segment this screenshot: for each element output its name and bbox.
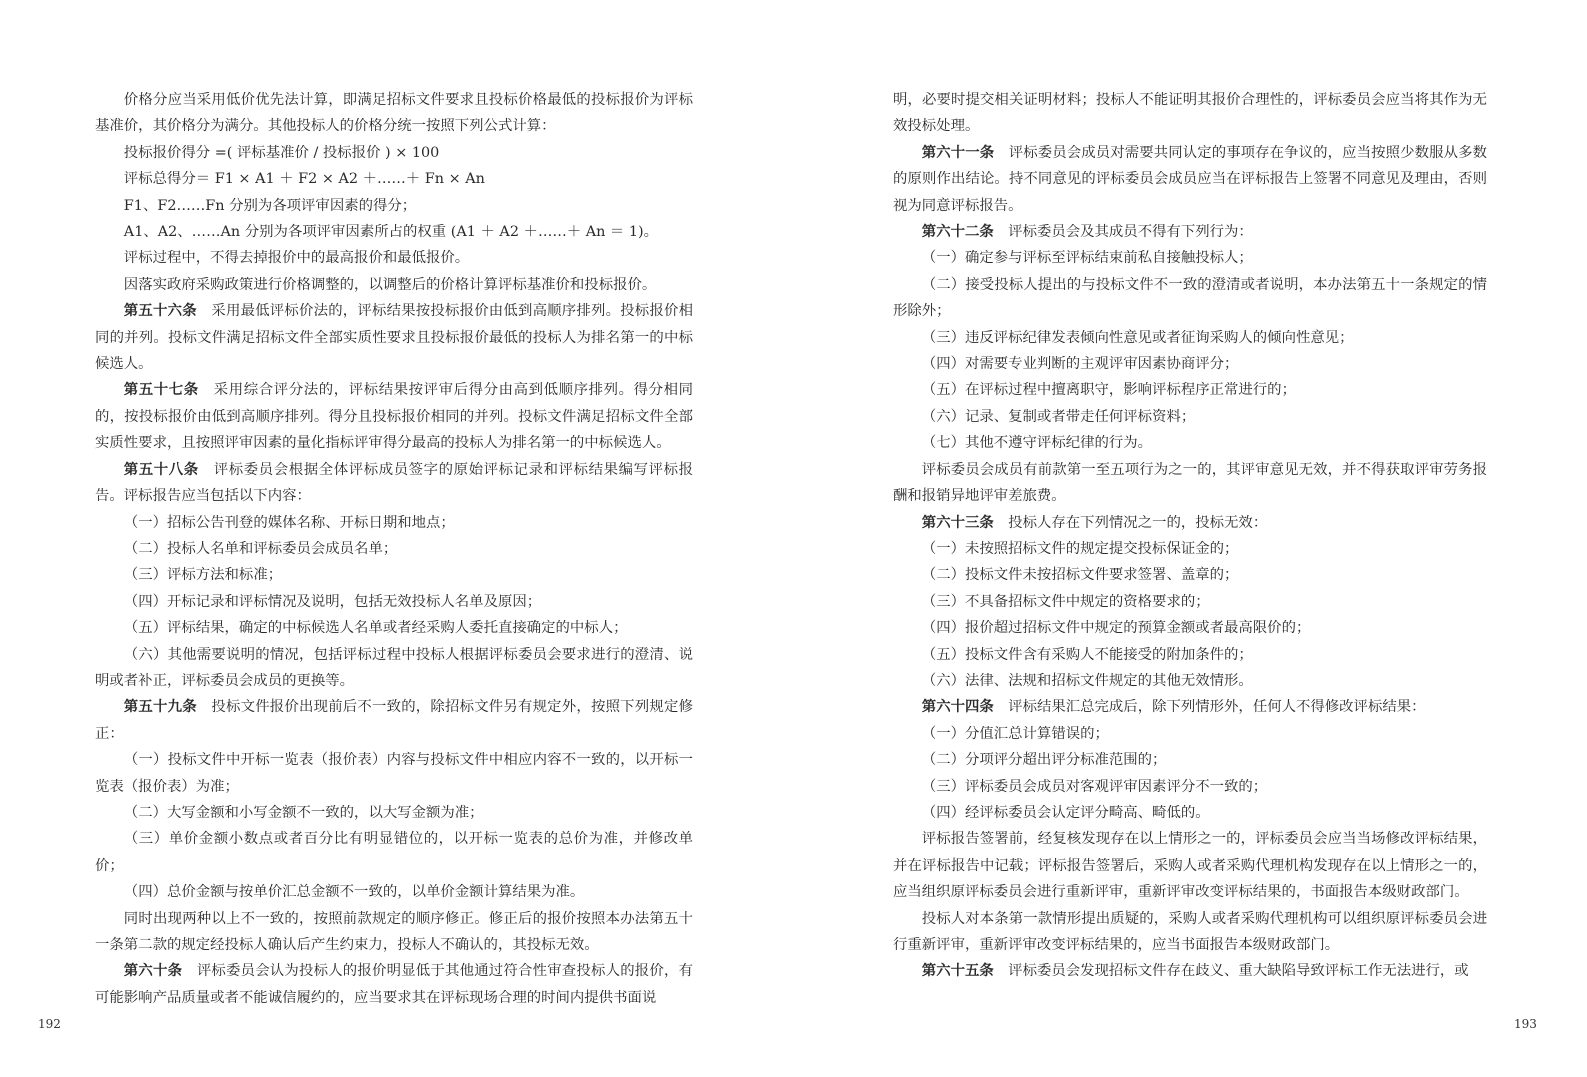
- paragraph-text: 投标报价得分 =( 评标基准价 / 投标报价 ) × 100: [123, 144, 440, 161]
- left-page-text: [95, 87, 693, 1011]
- paragraph-text: （三）违反评标纪律发表倾向性意见或者征询采购人的倾向性意见；: [921, 329, 1354, 346]
- paragraph: [95, 166, 693, 192]
- article-paragraph: [95, 298, 693, 377]
- right-page-text: [893, 87, 1487, 985]
- paragraph: [893, 87, 1487, 140]
- paragraph-text: （四）对需要专业判断的主观评审因素协商评分；: [921, 356, 1239, 373]
- paragraph: [893, 747, 1487, 773]
- paragraph: [95, 510, 693, 536]
- paragraph-text: 因落实政府采购政策进行价格调整的，以调整后的价格计算评标基准价和投标报价。: [123, 276, 657, 293]
- paragraph: [893, 721, 1487, 747]
- paragraph-text: （四）经评标委员会认定评分畸高、畸低的。: [921, 804, 1210, 821]
- paragraph-text: （二）投标文件未按招标文件要求签署、盖章的；: [921, 567, 1239, 584]
- paragraph: [95, 245, 693, 271]
- paragraph-text: （一）招标公告刊登的媒体名称、开标日期和地点；: [123, 514, 455, 531]
- article-paragraph: [893, 510, 1487, 536]
- paragraph: [893, 377, 1487, 403]
- paragraph-text: （二）投标人名单和评标委员会成员名单；: [123, 540, 398, 557]
- article-paragraph: [893, 694, 1487, 720]
- paragraph-text: （六）法律、法规和招标文件规定的其他无效情形。: [921, 672, 1253, 689]
- paragraph: [893, 536, 1487, 562]
- article-number: 第五十七条: [123, 381, 199, 399]
- paragraph-text: （一）分值汇总计算错误的；: [921, 725, 1109, 742]
- article-number: 第六十一条: [921, 143, 995, 161]
- paragraph: [95, 615, 693, 641]
- paragraph-text: （六）记录、复制或者带走任何评标资料；: [921, 408, 1196, 425]
- article-paragraph: [95, 958, 693, 1011]
- article-number: 第五十九条: [123, 698, 197, 716]
- paragraph: [893, 245, 1487, 271]
- article-paragraph: [893, 219, 1487, 245]
- paragraph: [95, 800, 693, 826]
- paragraph: [893, 774, 1487, 800]
- paragraph-text: （二）分项评分超出评分标准范围的；: [921, 752, 1167, 769]
- paragraph: [95, 562, 693, 588]
- article-number: 第六十条: [123, 962, 183, 980]
- article-paragraph: [893, 958, 1487, 984]
- paragraph-text: 评标委员会成员对需要共同认定的事项存在争议的，应当按照少数服从多数的原则作出结论。持不同意见的评标委员会成员应当在评标报告上签署不同意见及理由，否则视为同意评标报告。: [893, 144, 1487, 214]
- paragraph-text: （二）接受投标人提出的与投标文件不一致的澄清或者说明，本办法第五十一条规定的情形除外；: [893, 276, 1487, 320]
- paragraph: [95, 536, 693, 562]
- paragraph-text: 投标文件报价出现前后不一致的，除招标文件另有规定外，按照下列规定修正：: [95, 699, 693, 742]
- paragraph: [95, 906, 693, 959]
- article-paragraph: [95, 694, 693, 747]
- paragraph-text: （五）在评标过程中擅离职守，影响评标程序正常进行的；: [921, 382, 1296, 399]
- paragraph-text: 评标报告签署前，经复核发现存在以上情形之一的，评标委员会应当当场修改评标结果，并在评标报告中记载；评标报告签署后，采购人或者采购代理机构发现存在以上情形之一的，应当组织原评标委员会进行重新评审，重新评审改变评标结果的，书面报告本级财政部门。: [893, 831, 1487, 901]
- paragraph-text: 评标总得分＝ F1 × A1 ＋ F2 × A2 ＋……＋ Fn × An: [123, 171, 485, 188]
- paragraph: [95, 879, 693, 905]
- paragraph-text: （五）评标结果，确定的中标候选人名单或者经采购人委托直接确定的中标人；: [123, 620, 628, 637]
- paragraph: [95, 219, 693, 245]
- paragraph: [95, 87, 693, 140]
- page-number-right: 193: [1514, 1017, 1537, 1031]
- paragraph: [95, 589, 693, 615]
- paragraph-text: （二）大写金额和小写金额不一致的，以大写金额为准；: [123, 804, 484, 821]
- paragraph: [893, 615, 1487, 641]
- paragraph-text: （三）评标方法和标准；: [123, 567, 283, 584]
- paragraph-text: 评标委员会根据全体评标成员签字的原始评标记录和评标结果编写评标报告。评标报告应当包括以下内容：: [95, 461, 693, 505]
- paragraph: [893, 404, 1487, 430]
- paragraph-text: （四）报价超过招标文件中规定的预算金额或者最高限价的；: [921, 620, 1311, 637]
- paragraph: [893, 325, 1487, 351]
- paragraph-text: （四）开标记录和评标情况及说明，包括无效投标人名单及原因；: [123, 593, 542, 610]
- paragraph-text: （五）投标文件含有采购人不能接受的附加条件的；: [921, 646, 1253, 663]
- paragraph: [893, 589, 1487, 615]
- paragraph-text: （三）不具备招标文件中规定的资格要求的；: [921, 593, 1210, 610]
- paragraph: [893, 562, 1487, 588]
- paragraph: [95, 140, 693, 166]
- paragraph-text: 评标委员会及其成员不得有下列行为：: [1008, 224, 1253, 241]
- paragraph-text: 投标人存在下列情况之一的，投标无效：: [1008, 514, 1268, 531]
- article-paragraph: [95, 377, 693, 456]
- right-page: [794, 0, 1587, 1077]
- article-number: 第六十四条: [921, 698, 994, 716]
- paragraph: [95, 747, 693, 800]
- paragraph-text: 评标结果汇总完成后，除下列情形外，任何人不得修改评标结果：: [1008, 699, 1426, 716]
- paragraph: [893, 642, 1487, 668]
- paragraph-text: 采用综合评分法的，评标结果按评审后得分由高到低顺序排列。得分相同的，按投标报价由低到高顺序排列。得分且投标报价相同的并列。投标文件满足招标文件全部实质性要求，且按照评审因素的量化指标评审得分最高的投标人为排名第一的中标候选人。: [95, 382, 693, 452]
- page-number-left: 192: [38, 1017, 61, 1031]
- paragraph-text: 评标过程中，不得去掉报价中的最高报价和最低报价。: [123, 250, 470, 267]
- paragraph-text: 采用最低评标价法的，评标结果按投标报价由低到高顺序排列。投标报价相同的并列。投标文件满足招标文件全部实质性要求且投标报价最低的投标人为排名第一的中标候选人。: [95, 303, 693, 373]
- paragraph: [893, 351, 1487, 377]
- paragraph-text: A1、A2、……An 分别为各项评审因素所占的权重 (A1 ＋ A2 ＋……＋ An ＝ 1)。: [123, 224, 659, 241]
- paragraph: [893, 800, 1487, 826]
- left-page: [0, 0, 793, 1077]
- paragraph-text: （一）确定参与评标至评标结束前私自接触投标人；: [921, 250, 1253, 267]
- paragraph: [893, 272, 1487, 325]
- paragraph-text: 明，必要时提交相关证明材料；投标人不能证明其报价合理性的，评标委员会应当将其作为无效投标处理。: [893, 92, 1487, 135]
- paragraph-text: 评标委员会成员有前款第一至五项行为之一的，其评审意见无效，并不得获取评审劳务报酬和报销异地评审差旅费。: [893, 461, 1487, 505]
- article-number: 第六十三条: [921, 513, 994, 531]
- paragraph-text: 评标委员会认为投标人的报价明显低于其他通过符合性审查投标人的报价，有可能影响产品质量或者不能诚信履约的，应当要求其在评标现场合理的时间内提供书面说: [95, 963, 693, 1006]
- paragraph-text: 价格分应当采用低价优先法计算，即满足招标文件要求且投标价格最低的投标报价为评标基准价，其价格分为满分。其他投标人的价格分统一按照下列公式计算：: [95, 92, 693, 135]
- paragraph: [95, 826, 693, 879]
- article-number: 第六十五条: [921, 962, 994, 980]
- paragraph-text: （四）总价金额与按单价汇总金额不一致的，以单价金额计算结果为准。: [123, 884, 585, 901]
- paragraph: [893, 668, 1487, 694]
- paragraph-text: （一）未按照招标文件的规定提交投标保证金的；: [921, 540, 1239, 557]
- article-number: 第五十八条: [123, 460, 199, 478]
- paragraph-text: （三）评标委员会成员对客观评审因素评分不一致的；: [921, 778, 1268, 795]
- paragraph: [893, 906, 1487, 959]
- paragraph: [95, 642, 693, 695]
- paragraph: [893, 457, 1487, 510]
- paragraph-text: （三）单价金额小数点或者百分比有明显错位的，以开标一览表的总价为准，并修改单价；: [95, 831, 693, 874]
- article-number: 第六十二条: [921, 223, 994, 241]
- paragraph-text: （七）其他不遵守评标纪律的行为。: [921, 435, 1153, 452]
- paragraph-text: （一）投标文件中开标一览表（报价表）内容与投标文件中相应内容不一致的，以开标一览表（报价表）为准；: [95, 752, 693, 795]
- article-paragraph: [95, 457, 693, 510]
- article-number: 第五十六条: [123, 302, 197, 320]
- paragraph: [893, 430, 1487, 456]
- paragraph-text: （六）其他需要说明的情况，包括评标过程中投标人根据评标委员会要求进行的澄清、说明或者补正，评标委员会成员的更换等。: [95, 646, 693, 689]
- paragraph-text: 投标人对本条第一款情形提出质疑的，采购人或者采购代理机构可以组织原评标委员会进行重新评审，重新评审改变评标结果的，应当书面报告本级财政部门。: [893, 910, 1487, 953]
- paragraph: [95, 272, 693, 298]
- paragraph-text: 同时出现两种以上不一致的，按照前款规定的顺序修正。修正后的报价按照本办法第五十一条第二款的规定经投标人确认后产生约束力，投标人不确认的，其投标无效。: [95, 910, 693, 953]
- paragraph: [95, 193, 693, 219]
- paragraph-text: F1、F2……Fn 分别为各项评审因素的得分；: [123, 197, 417, 214]
- paragraph-text: 评标委员会发现招标文件存在歧义、重大缺陷导致评标工作无法进行，或: [1008, 963, 1469, 980]
- paragraph: [893, 826, 1487, 905]
- article-paragraph: [893, 140, 1487, 219]
